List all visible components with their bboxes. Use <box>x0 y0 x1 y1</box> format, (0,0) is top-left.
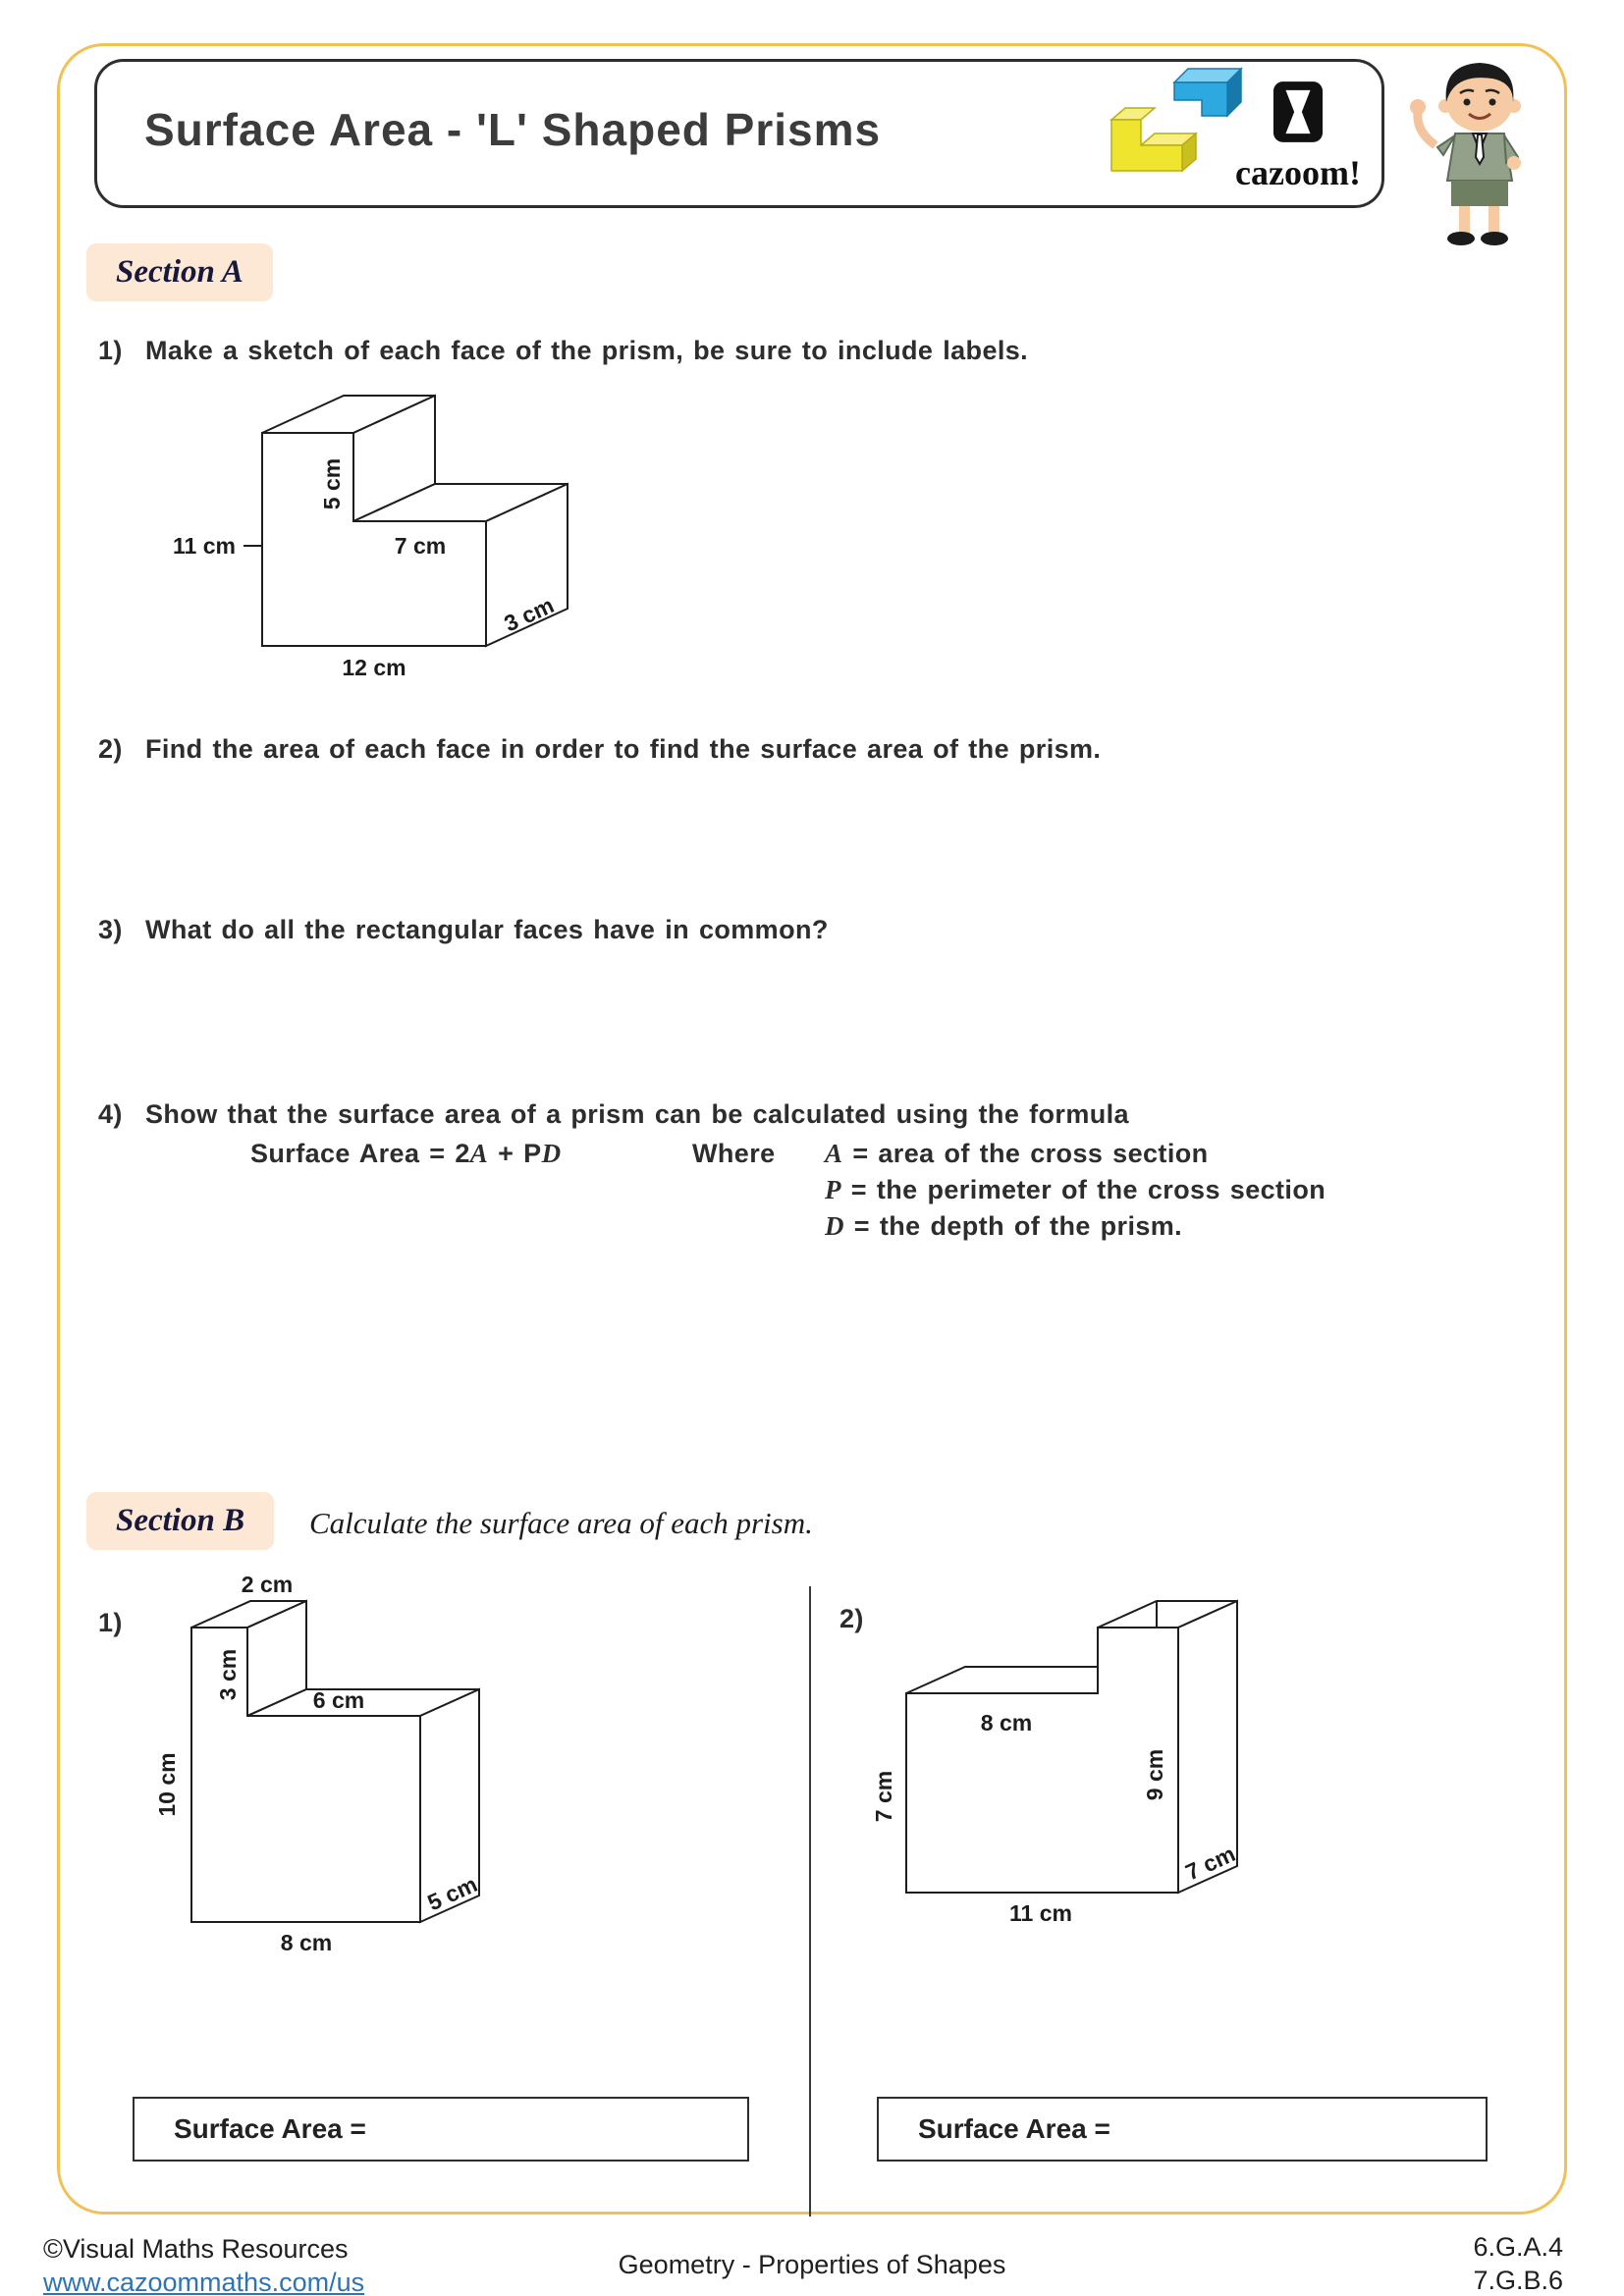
yellow-block-front-face <box>1111 120 1182 171</box>
prism-b1-label-left: 10 cm <box>154 1752 180 1817</box>
problem-2-prism-diagram <box>864 1561 1316 1993</box>
formula-part-2: + P <box>488 1139 542 1168</box>
prism-b1-label-bottom: 8 cm <box>280 1930 333 1955</box>
problem-1-prism-diagram <box>137 1561 569 1993</box>
prism-b1-label-depth: 5 cm <box>423 1871 481 1916</box>
shoe-left <box>1447 232 1475 245</box>
question-2-text: Find the area of each face in order to find the surface area of the prism. <box>145 734 1102 764</box>
shoe-right <box>1481 232 1508 245</box>
def-a-symbol: A <box>825 1139 843 1168</box>
cazoom-glass-icon <box>1272 80 1324 143</box>
formula-def-d <box>825 1211 1182 1242</box>
eye-right <box>1489 99 1496 106</box>
leg-left <box>1459 206 1470 234</box>
formula-where-label: Where <box>692 1139 776 1168</box>
prism-b1-label-step: 6 cm <box>312 1687 365 1713</box>
page-title: Surface Area - 'L' Shaped Prisms <box>144 104 882 155</box>
question-3 <box>98 915 829 945</box>
question-2-number: 2) <box>98 734 123 764</box>
def-d-text: = the depth of the prism. <box>843 1211 1183 1241</box>
problem-2-answer-label: Surface Area = <box>918 2113 1110 2144</box>
footer-url-link[interactable]: www.cazoommaths.com/us <box>43 2268 365 2296</box>
section-b-badge: Section B <box>86 1492 274 1550</box>
cazoom-wordmark: cazoom! <box>1235 153 1361 192</box>
prism-b2-label-bottom: 11 cm <box>1009 1900 1072 1926</box>
problem-1-answer-label: Surface Area = <box>174 2113 366 2144</box>
prism-a-label-left: 11 cm <box>173 533 236 559</box>
question-1 <box>98 336 1028 366</box>
shorts <box>1451 181 1508 206</box>
formula-def-a <box>825 1139 1209 1169</box>
prism-a-label-top-height: 5 cm <box>319 457 345 510</box>
def-d-symbol: D <box>825 1211 844 1241</box>
question-2 <box>98 734 1101 765</box>
problem-2-number: 2) <box>839 1604 864 1633</box>
boy-mascot-illustration <box>1396 51 1553 247</box>
blue-block-front-face <box>1174 82 1227 116</box>
question-3-number: 3) <box>98 915 123 944</box>
question-4 <box>98 1099 1129 1130</box>
section-a-badge: Section A <box>86 243 273 301</box>
problem-1-number: 1) <box>98 1608 123 1637</box>
cazoom-brand <box>1229 80 1367 193</box>
question-4-text: Show that the surface area of a prism can be calculated using the formula <box>145 1099 1129 1129</box>
footer-subject: Geometry - Properties of Shapes <box>618 2250 1006 2279</box>
formula-part-1: Surface Area = 2 <box>250 1139 470 1168</box>
eye-left <box>1464 99 1471 106</box>
formula-symbol-D: D <box>541 1139 562 1168</box>
def-a-text: = area of the cross section <box>842 1139 1209 1168</box>
column-divider <box>809 1586 811 2216</box>
waving-hand <box>1410 99 1426 115</box>
problem-1-answer-box <box>133 2097 749 2162</box>
question-4-number: 4) <box>98 1099 123 1129</box>
raised-arm <box>1418 112 1435 145</box>
section-a-prism-diagram <box>147 381 619 705</box>
formula-line <box>250 1139 562 1169</box>
prism-b2-label-left: 7 cm <box>871 1770 896 1823</box>
prism-b2-label-depth: 7 cm <box>1181 1841 1239 1886</box>
problem-2-answer-box <box>877 2097 1488 2162</box>
leg-right <box>1489 206 1499 234</box>
footer-copyright: ©Visual Maths Resources <box>43 2234 349 2264</box>
question-1-text: Make a sketch of each face of the prism, be sure to include labels. <box>145 336 1029 365</box>
yellow-block-top-face <box>1111 108 1155 120</box>
tie <box>1476 134 1484 164</box>
def-p-symbol: P <box>825 1175 841 1204</box>
section-b-instruction: Calculate the surface area of each prism. <box>309 1506 813 1540</box>
footer-standard-1: 6.G.A.4 <box>1473 2232 1563 2262</box>
prism-b1-label-upper: 3 cm <box>215 1648 241 1701</box>
prism-a-label-step: 7 cm <box>394 533 447 559</box>
formula-def-p <box>825 1175 1326 1205</box>
prism-a-label-bottom: 12 cm <box>342 655 406 680</box>
footer-standard-2: 7.G.B.6 <box>1473 2266 1563 2295</box>
hand-right <box>1507 156 1521 170</box>
question-3-text: What do all the rectangular faces have in common? <box>145 915 829 944</box>
question-1-number: 1) <box>98 336 123 365</box>
prism-b2-label-top: 8 cm <box>980 1710 1033 1735</box>
prism-b2-label-right: 9 cm <box>1142 1748 1167 1801</box>
def-p-text: = the perimeter of the cross section <box>840 1175 1326 1204</box>
prism-b1-label-top: 2 cm <box>241 1572 294 1597</box>
prism-a-label-depth: 3 cm <box>500 592 558 637</box>
formula-symbol-A: A <box>469 1139 489 1168</box>
